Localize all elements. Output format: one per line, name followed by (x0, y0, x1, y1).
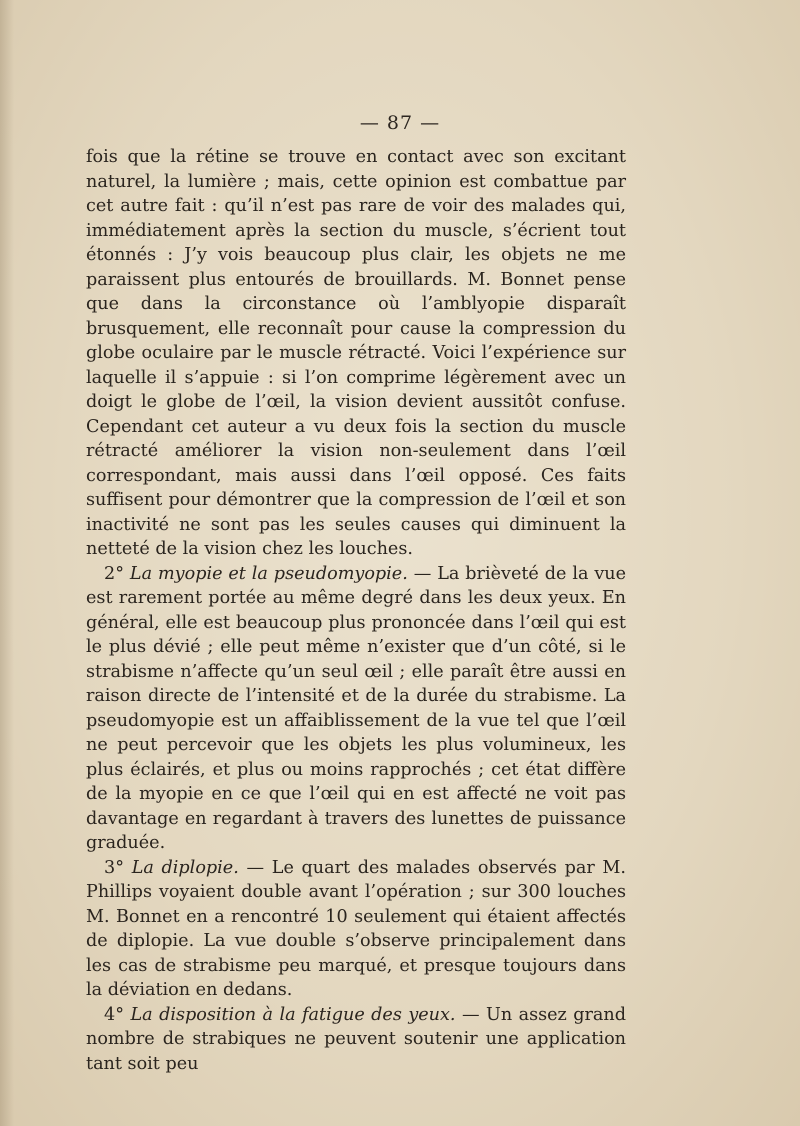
binding-shadow (0, 0, 14, 1126)
paragraph-text: — Un assez grand nombre de strabiques ne peuvent soutenir une application tant soit peu (86, 1004, 627, 1074)
item-title: La disposition à la fatigue des yeux. (130, 1004, 456, 1025)
item-number: 2° (104, 563, 124, 584)
item-title: La myopie et la pseudomyopie. (129, 563, 408, 584)
body-text (86, 145, 626, 1076)
paragraph-text: fois que la rétine se trouve en contact avec son excitant naturel, la lumière ; mais, cette opinion est combattue par cet autre fait : qu’il n’est pas rare de voir des malades qui, immédiatement après la section du muscle, s’écrient tout étonnés : J’y vois beaucoup plus clair, les objets ne me paraissent plus entourés de brouillards. M. Bonnet pense que dans la circonstance où l’amblyopie disparaît brusquement, elle reconnaît pour cause la compression du globe oculaire par le muscle rétracté. Voici l’expérience sur laquelle il s’appuie : si l’on comprime légèrement avec un doigt le globe de l’œil, la vision devient aussitôt confuse. Cependant cet auteur a vu deux fois la section du muscle rétracté améliorer la vision non-seulement dans l’œil correspondant, mais aussi dans l’œil opposé. Ces faits suffisent pour démontrer que la compression de l’œil et son inactivité ne sont pas les seules causes qui diminuent la netteté de la vision chez les louches. (86, 147, 626, 559)
paragraph-fatigue (86, 1003, 626, 1077)
page-number: — 87 — (359, 112, 441, 134)
paragraph-text: — Le quart des malades observés par M. Phillips voyaient double avant l’opération ; sur 300 louches M. Bonnet en a rencontré 10 seulement qui étaient affectés de diplopie. La vue double s’observe principalement dans les cas de strabisme peu marqué, et presque toujours dans la déviation en dedans. (86, 857, 627, 1000)
item-number: 4° (104, 1004, 124, 1025)
paragraph-text: — La brièveté de la vue est rarement portée au même degré dans les deux yeux. En général, elle est beaucoup plus prononcée dans l’œil qui est le plus dévié ; elle peut même n’exister que d’un côté, si le strabisme n’affecte qu’un seul œil ; elle paraît être aussi en raison directe de l’intensité et de la durée du strabisme. La pseudomyopie est un affaiblissement de la vue tel que l’œil ne peut percevoir que les objets les plus volumineux, les plus éclairés, et plus ou moins rapprochés ; cet état diffère de la myopie en ce que l’œil qui en est affecté ne voit pas davantage en regardant à travers des lunettes de puissance graduée. (86, 563, 627, 853)
item-number: 3° (104, 857, 124, 878)
paragraph-continuation (86, 145, 626, 562)
paragraph-diplopie (86, 856, 626, 1003)
item-title: La diplopie. (131, 857, 239, 878)
paragraph-myopie (86, 562, 626, 856)
